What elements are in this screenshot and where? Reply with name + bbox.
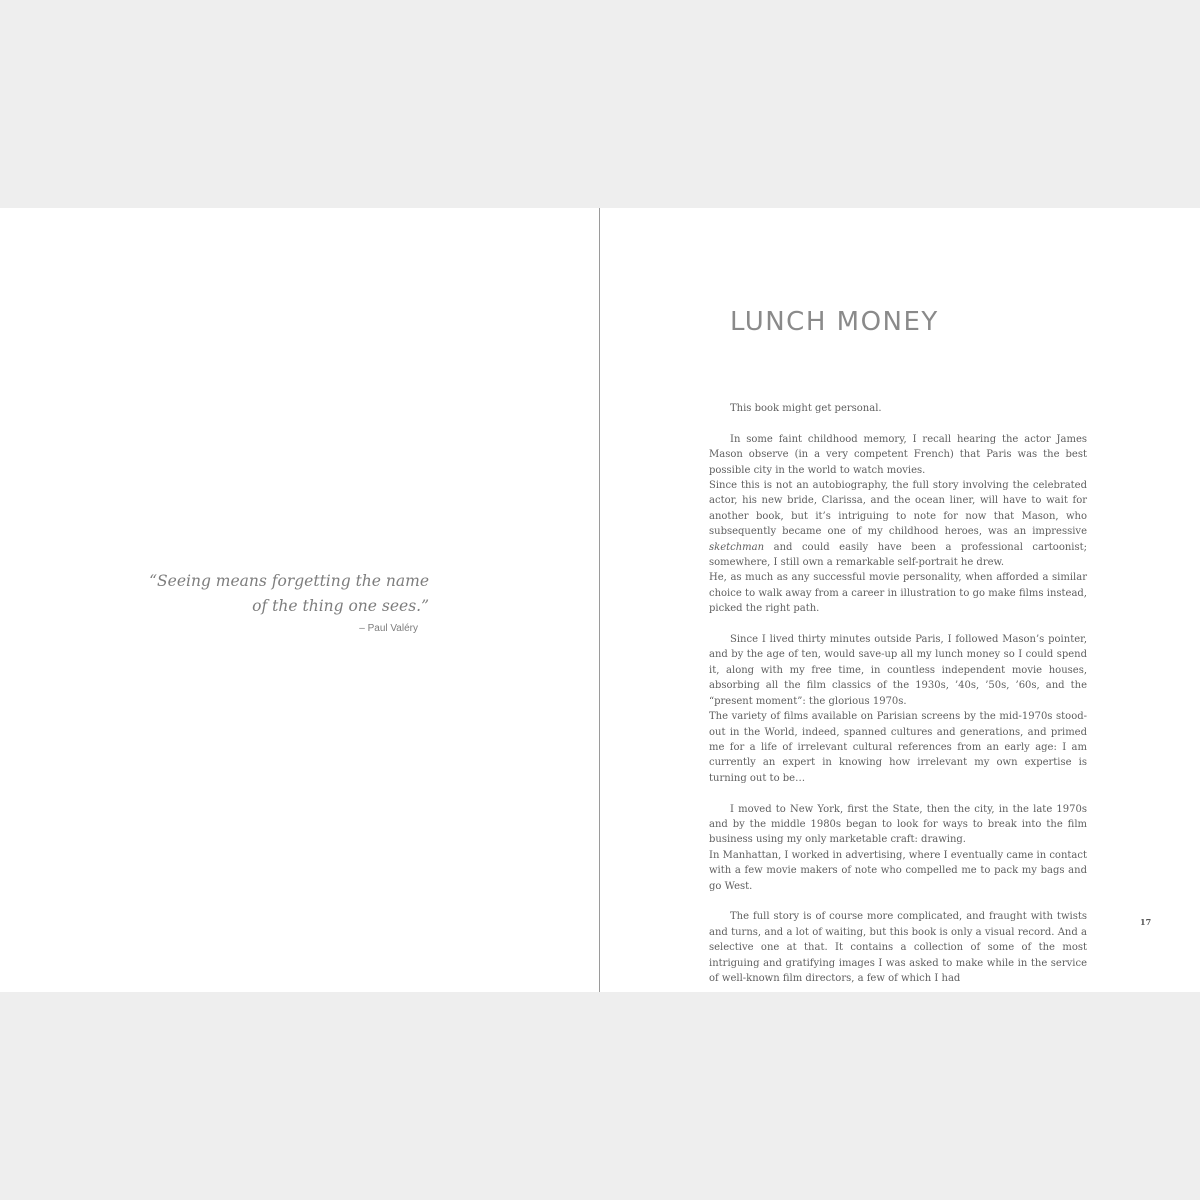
page-number: 17 (1140, 917, 1152, 927)
left-page (0, 208, 599, 992)
text-block (709, 909, 1087, 986)
paragraph: In some faint childhood memory, I recall hearing the actor James Mason observe (in a very competent French) that Paris was the best possible city in the world to watch movies. (709, 433, 1087, 476)
paragraph: This book might get personal. (730, 403, 882, 414)
text-block (709, 802, 1087, 894)
paragraph-text: Since this is not an autobiography, the full story involving the celebrated actor, his new bride, Clarissa, and the ocean liner, will have to wait for another book, but it’s intriguing to note for now that Mason, who subsequently became one of my childhood heroes, was an impressive (709, 480, 1087, 538)
chapter-title: LUNCH MONEY (730, 307, 939, 337)
paragraph: The variety of films available on Parisian screens by the mid-1970s stood-out in the World, indeed, spanned cultures and generations, and primed me for a life of irrelevant cultural references from an early age: I am currently an expert in knowing how irrelevant my own expertise is turning out to be… (709, 711, 1087, 784)
chapter-body (709, 401, 1087, 986)
paragraph: He, as much as any successful movie personality, when afforded a similar choice to walk away from a career in illustration to go make films instead, picked the right path. (709, 572, 1087, 615)
paragraph: I moved to New York, first the State, then the city, in the late 1970s and by the middle 1980s began to look for ways to break into the film business using my only marketable craft: drawing. (709, 803, 1087, 846)
paragraph: The full story is of course more complicated, and fraught with twists and turns, and a lot of waiting, but this book is only a visual record. And a selective one at that. It contains a collection of some of the most intriguing and gratifying images I was asked to make while in the service of well-known film directors, a few of which I had (709, 911, 1087, 984)
right-page (600, 208, 1200, 992)
quote-attribution: – Paul Valéry (359, 623, 418, 634)
emphasis-text: sketchman (709, 541, 765, 553)
epigraph-quote (89, 569, 429, 619)
paragraph-text: and could easily have been a professional cartoonist; somewhere, I still own a remarkable self-portrait he drew. (709, 541, 1087, 569)
paragraph: Since I lived thirty minutes outside Paris, I followed Mason’s pointer, and by the age of ten, would save-up all my lunch money so I could spend it, along with my free time, in countless independent movie houses, absorbing all the film classics of the 1930s, ’40s, ’50s, ’60s, and the “present moment”: the glorious 1970s. (709, 634, 1087, 707)
text-block (709, 632, 1087, 786)
quote-line: of the thing one sees.” (252, 597, 429, 615)
book-spread (0, 208, 1200, 992)
text-block (709, 401, 1087, 416)
paragraph: In Manhattan, I worked in advertising, where I eventually came in contact with a few movie makers of note who compelled me to pack my bags and go West. (709, 849, 1087, 892)
paragraph (709, 478, 1087, 570)
quote-line: “Seeing means forgetting the name (149, 572, 429, 590)
text-block (709, 432, 1087, 617)
